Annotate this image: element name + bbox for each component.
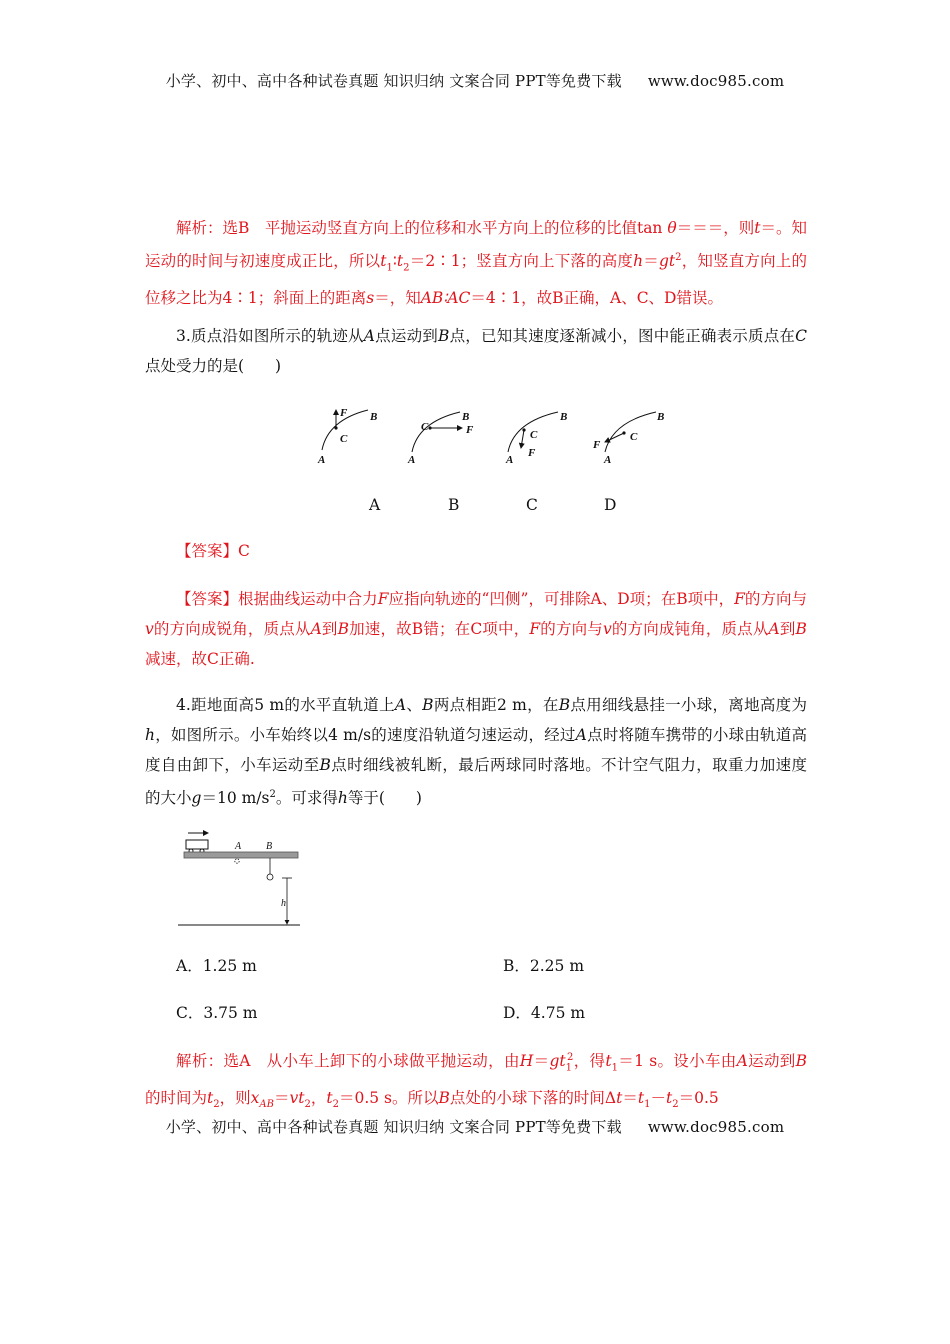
page-footer <box>0 1116 950 1137</box>
header-text: 小学、初中、高中各种试卷真题 知识归纳 文案合同 PPT等免费下载 <box>165 72 622 90</box>
svg-text:C: C <box>421 421 429 433</box>
svg-text:B: B <box>370 411 378 423</box>
q3-option-c[interactable]: C <box>526 496 538 514</box>
q3-figure-a <box>317 407 377 466</box>
svg-text:B: B <box>657 411 665 423</box>
svg-text:C: C <box>340 433 348 445</box>
footer-url: www.doc985.com <box>647 1118 785 1136</box>
question-4: 4.距地面高5 m的水平直轨道上A、B两点相距2 m，在B点用细线悬挂一小球，离地高度为h，如图所示。小车始终以4 m/s的速度沿轨道匀速运动，经过A点时将随车携带的小球由轨道高度自由卸下，小车运动至B点时细线被轧断，最后两球同时落地。不计空气阻力，取重力加速度的大小g＝10 $m/s^2$。可求得h等于( ) <box>145 696 807 808</box>
solution-q4: 解析：选A 从小车上卸下的小球做平抛运动，由$H=gt_1^2$，得$t_1=1$ s。设小车由A运动到B的时间为$t_2$，则$x_{AB}=vt_2$，$t_2=0.5$ s。所以B点处的小球下落的时间$\Delta t=t_1-t_2=0.5$ <box>145 1052 807 1111</box>
q3-option-b[interactable]: B <box>448 496 460 514</box>
svg-text:B: B <box>266 841 273 852</box>
explanation-q3: 【答案】根据曲线运动中合力F应指向轨迹的“凹侧”，可排除A、D项；在B项中，F的方向与v的方向成锐角，质点从A到B加速，故B错；在C项中，F的方向与v的方向成钝角，质点从A到B减速，故C正确. <box>145 590 807 668</box>
cart <box>186 840 208 849</box>
rail <box>184 852 298 858</box>
svg-text:A: A <box>318 454 326 466</box>
svg-text:B: B <box>462 411 470 423</box>
svg-text:A: A <box>235 841 242 852</box>
svg-text:A: A <box>408 454 416 466</box>
svg-text:A: A <box>604 454 612 466</box>
svg-text:A: A <box>506 454 514 466</box>
svg-text:C: C <box>530 429 538 441</box>
svg-text:F: F <box>528 447 536 459</box>
q3-figure-c <box>505 411 567 466</box>
svg-text:F: F <box>340 407 348 419</box>
q4-option-b[interactable]: B．2.25 m <box>503 957 585 975</box>
q3-option-a[interactable]: A <box>369 496 381 514</box>
q4-option-d[interactable]: D．4.75 m <box>503 1004 586 1022</box>
q3-figure-d <box>592 411 664 466</box>
svg-text:C: C <box>630 431 638 443</box>
question-3: 3.质点沿如图所示的轨迹从A点运动到B点，已知其速度逐渐减小，图中能正确表示质点在C点处受力的是( ) <box>145 327 807 375</box>
q4-option-c[interactable]: C．3.75 m <box>176 1004 258 1022</box>
svg-text:F: F <box>593 439 601 451</box>
q4-figure <box>178 826 308 928</box>
solution-q2: 解析：选B 平抛运动竖直方向上的位移和水平方向上的位移的比值tan θ＝＝＝，则t＝。知运动的时间与初速度成正比，所以$t_1∶t_2=2∶1$；竖直方向上下落的高度$h=gt^2$，知竖直方向上的位移之比为4∶1；斜面上的距离s＝，知AB∶AC＝4∶1，故B正确，A、C、D错误。 <box>145 219 807 308</box>
svg-text:B: B <box>560 411 568 423</box>
svg-text:F: F <box>466 424 474 436</box>
q3-figure-b <box>407 411 474 466</box>
q3-option-d[interactable]: D <box>604 496 617 514</box>
ball <box>267 874 273 880</box>
q4-option-a[interactable]: A．1.25 m <box>176 957 257 975</box>
page-header <box>0 70 950 91</box>
footer-text: 小学、初中、高中各种试卷真题 知识归纳 文案合同 PPT等免费下载 <box>165 1118 622 1136</box>
header-url: www.doc985.com <box>647 72 785 90</box>
q3-figures <box>300 400 680 470</box>
answer-q3: 【答案】C <box>176 542 250 560</box>
svg-text:h: h <box>281 898 286 909</box>
